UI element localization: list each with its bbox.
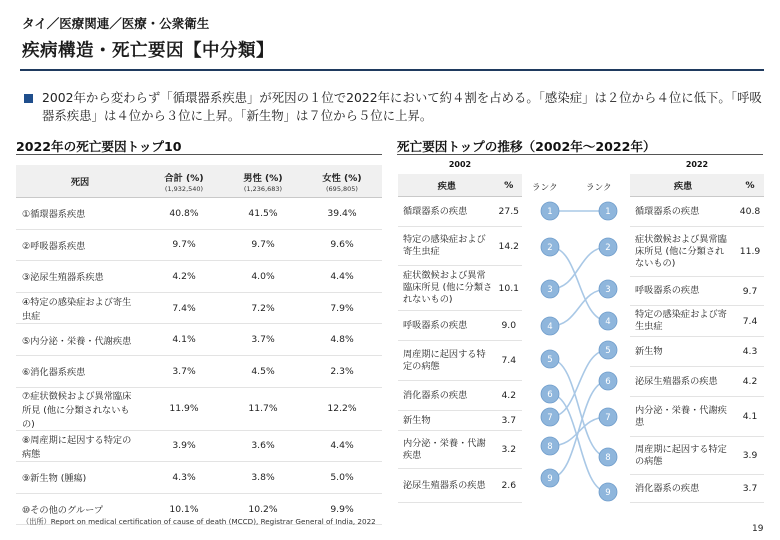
rank-circle-2002: [541, 317, 559, 335]
cell-female: 7.9%: [302, 292, 382, 324]
col-total: 合計 (%) (1,932,540): [144, 165, 224, 198]
cell-cause: ①循環器系疾患: [16, 198, 144, 230]
cell-disease: 内分泌・栄養・代謝疾患: [630, 397, 736, 437]
col-male: 男性 (%) (1,236,683): [224, 165, 302, 198]
cell-total: 9.7%: [144, 229, 224, 261]
cell-disease: 泌尿生殖器系の疾患: [630, 367, 736, 397]
cell-disease: 症状徴候および異常臨床所見 (他に分類されないもの): [398, 266, 496, 311]
table-row: [630, 475, 764, 503]
cell-male: 10.2%: [224, 493, 302, 525]
cell-pct: 27.5: [496, 197, 522, 227]
cell-cause: ④特定の感染症および寄生虫症: [16, 292, 144, 324]
rank-number: 4: [547, 322, 553, 333]
rank-circle-2022: [599, 202, 617, 220]
cell-total: 11.9%: [144, 387, 224, 430]
table-row: [630, 337, 764, 367]
rank-number: 6: [605, 377, 611, 388]
cell-cause: ⑤内分泌・栄養・代謝疾患: [16, 324, 144, 356]
cell-male: 7.2%: [224, 292, 302, 324]
top10-table: [16, 165, 382, 525]
table-row: [16, 324, 382, 356]
cell-disease: 症状徴候および異常臨床所見 (他に分類されないもの): [630, 227, 736, 277]
rank-circle-2022: [599, 341, 617, 359]
cell-pct: 14.2: [496, 227, 522, 266]
cell-female: 9.9%: [302, 493, 382, 525]
table-row: [16, 292, 382, 324]
rank-circle-2002: [541, 469, 559, 487]
table-2022-header: [630, 174, 764, 197]
col-pct-2022: %: [736, 174, 764, 197]
rank-circle-2022: [599, 372, 617, 390]
cell-total: 3.7%: [144, 355, 224, 387]
rank-link-line: [550, 247, 611, 321]
table-2002: [398, 174, 522, 503]
table-row: [630, 277, 764, 306]
cell-pct: 40.8: [736, 197, 764, 227]
cell-pct: 4.2: [496, 381, 522, 411]
year-2022-label: 2022: [685, 160, 709, 169]
table-2022: [630, 174, 764, 503]
cell-pct: 11.9: [736, 227, 764, 277]
rank-number: 7: [547, 413, 553, 424]
col-pct-2002: %: [496, 174, 522, 197]
table-header-row: [16, 165, 382, 198]
right-section-underline: [397, 154, 763, 155]
cell-total: 10.1%: [144, 493, 224, 525]
table-row: [630, 227, 764, 277]
cell-male: 11.7%: [224, 387, 302, 430]
cell-disease: 周産期に起因する特定の病態: [398, 341, 496, 381]
cell-male: 41.5%: [224, 198, 302, 230]
table-row: [630, 437, 764, 475]
rank-number: 2: [547, 243, 553, 254]
col-female: 女性 (%) (695,805): [302, 165, 382, 198]
cell-pct: 4.3: [736, 337, 764, 367]
cell-pct: 4.2: [736, 367, 764, 397]
cell-pct: 3.2: [496, 431, 522, 469]
rank-number: 8: [547, 442, 553, 453]
cell-cause: ⑩その他のグループ: [16, 493, 144, 525]
col-disease-2022: 疾患: [630, 174, 736, 197]
rank-circle-2022: [599, 408, 617, 426]
cell-female: 9.6%: [302, 229, 382, 261]
cell-female: 5.0%: [302, 462, 382, 494]
table-row: [398, 311, 522, 341]
table-row: [630, 397, 764, 437]
cell-disease: 循環器系の疾患: [630, 197, 736, 227]
cell-female: 2.3%: [302, 355, 382, 387]
rank-header-2022: ランク: [586, 183, 612, 193]
rank-circle-2002: [541, 437, 559, 455]
cell-disease: 消化器系の疾患: [398, 381, 496, 411]
cell-total: 4.1%: [144, 324, 224, 356]
cell-female: 4.4%: [302, 430, 382, 462]
rank-number: 9: [547, 474, 553, 485]
table-row: [398, 266, 522, 311]
rank-circle-2002: [541, 280, 559, 298]
cell-disease: 泌尿生殖器系の疾患: [398, 469, 496, 503]
rank-number: 1: [605, 207, 611, 218]
cell-pct: 3.7: [736, 475, 764, 503]
table-row: [16, 229, 382, 261]
cell-pct: 2.6: [496, 469, 522, 503]
cell-total: 7.4%: [144, 292, 224, 324]
rank-circle-2002: [541, 350, 559, 368]
table-row: [16, 261, 382, 293]
cell-total: 4.3%: [144, 462, 224, 494]
table-row: [16, 198, 382, 230]
rank-number: 2: [605, 243, 611, 254]
cell-cause: ③泌尿生殖器系疾患: [16, 261, 144, 293]
rank-number: 8: [605, 453, 611, 464]
cell-pct: 7.4: [736, 306, 764, 337]
cell-male: 3.8%: [224, 462, 302, 494]
table-row: [398, 341, 522, 381]
cell-disease: 呼吸器系の疾患: [398, 311, 496, 341]
rank-circle-2022: [599, 280, 617, 298]
cell-total: 4.2%: [144, 261, 224, 293]
page-number: 19: [752, 524, 764, 534]
cell-pct: 9.0: [496, 311, 522, 341]
rank-circle-2002: [541, 238, 559, 256]
cell-pct: 4.1: [736, 397, 764, 437]
cell-male: 4.5%: [224, 355, 302, 387]
cell-disease: 特定の感染症および寄生虫症: [398, 227, 496, 266]
left-section-underline: [16, 154, 382, 155]
table-row: [398, 431, 522, 469]
cell-disease: 周産期に起因する特定の病態: [630, 437, 736, 475]
cell-male: 3.7%: [224, 324, 302, 356]
cell-cause: ⑥消化器系疾患: [16, 355, 144, 387]
table-row: [16, 430, 382, 462]
col-cause: 死因: [16, 165, 144, 198]
rank-number: 9: [605, 488, 611, 499]
rank-transition-diagram: [522, 196, 630, 502]
rank-circle-2022: [599, 312, 617, 330]
table-row: [398, 469, 522, 503]
cell-pct: 3.7: [496, 411, 522, 431]
rank-circle-2002: [541, 202, 559, 220]
table-row: [630, 197, 764, 227]
rank-number: 3: [605, 285, 611, 296]
cell-female: 39.4%: [302, 198, 382, 230]
rank-number: 4: [605, 317, 611, 328]
col-disease-2002: 疾患: [398, 174, 496, 197]
table-row: [398, 381, 522, 411]
cell-pct: 7.4: [496, 341, 522, 381]
rank-number: 7: [605, 413, 611, 424]
cell-disease: 循環器系の疾患: [398, 197, 496, 227]
left-section-title: 2022年の死亡要因トップ10: [16, 139, 182, 154]
rank-number: 1: [547, 207, 553, 218]
table-row: [398, 411, 522, 431]
table-row: [16, 355, 382, 387]
cell-pct: 10.1: [496, 266, 522, 311]
table-row: [398, 197, 522, 227]
cell-cause: ②呼吸器系疾患: [16, 229, 144, 261]
cell-disease: 呼吸器系の疾患: [630, 277, 736, 306]
cell-male: 9.7%: [224, 229, 302, 261]
rank-circle-2002: [541, 385, 559, 403]
cell-total: 3.9%: [144, 430, 224, 462]
rank-circle-2002: [541, 408, 559, 426]
table-row: [398, 227, 522, 266]
title-divider: [20, 69, 764, 71]
source-note: （出所）Report on medical certification of cause of death (MCCD), Registrar General of India, 2022: [22, 517, 376, 526]
rank-number: 5: [605, 346, 611, 357]
cell-cause: ⑧周産期に起因する特定の病態: [16, 430, 144, 462]
cell-disease: 新生物: [630, 337, 736, 367]
rank-circle-2022: [599, 483, 617, 501]
year-2002-label: 2002: [448, 160, 472, 169]
cell-disease: 新生物: [398, 411, 496, 431]
page-title: 疾病構造・死亡要因【中分類】: [22, 41, 274, 61]
cell-pct: 3.9: [736, 437, 764, 475]
table-row: [630, 306, 764, 337]
cell-male: 3.6%: [224, 430, 302, 462]
summary-text: 2002年から変わらず「循環器系疾患」が死因の１位で2022年において約４割を占める。「感染症」は２位から４位に低下。「呼吸器系疾患」は４位から３位に上昇。「新生物」は７位から５位に上昇。: [42, 90, 762, 123]
table-2002-header: [398, 174, 522, 197]
cell-cause: ⑦症状徴候および異常臨床所見 (他に分類されないもの): [16, 387, 144, 430]
rank-number: 5: [547, 355, 553, 366]
cell-pct: 9.7: [736, 277, 764, 306]
cell-cause: ⑨新生物 (腫瘍): [16, 462, 144, 494]
breadcrumb: タイ／医療関連／医療・公衆衛生: [22, 16, 210, 31]
cell-disease: 内分泌・栄養・代謝疾患: [398, 431, 496, 469]
cell-total: 40.8%: [144, 198, 224, 230]
rank-number: 3: [547, 285, 553, 296]
rank-circle-2022: [599, 448, 617, 466]
table-row: [16, 462, 382, 494]
bullet-square-icon: [24, 94, 33, 103]
cell-female: 4.4%: [302, 261, 382, 293]
cell-disease: 消化器系の疾患: [630, 475, 736, 503]
cell-female: 4.8%: [302, 324, 382, 356]
right-section-title: 死亡要因トップの推移（2002年～2022年）: [397, 139, 656, 154]
rank-header-2002: ランク: [532, 183, 558, 193]
cell-female: 12.2%: [302, 387, 382, 430]
cell-male: 4.0%: [224, 261, 302, 293]
rank-circle-2022: [599, 238, 617, 256]
cell-disease: 特定の感染症および寄生虫症: [630, 306, 736, 337]
rank-number: 6: [547, 390, 553, 401]
table-row: [16, 387, 382, 430]
table-row: [630, 367, 764, 397]
